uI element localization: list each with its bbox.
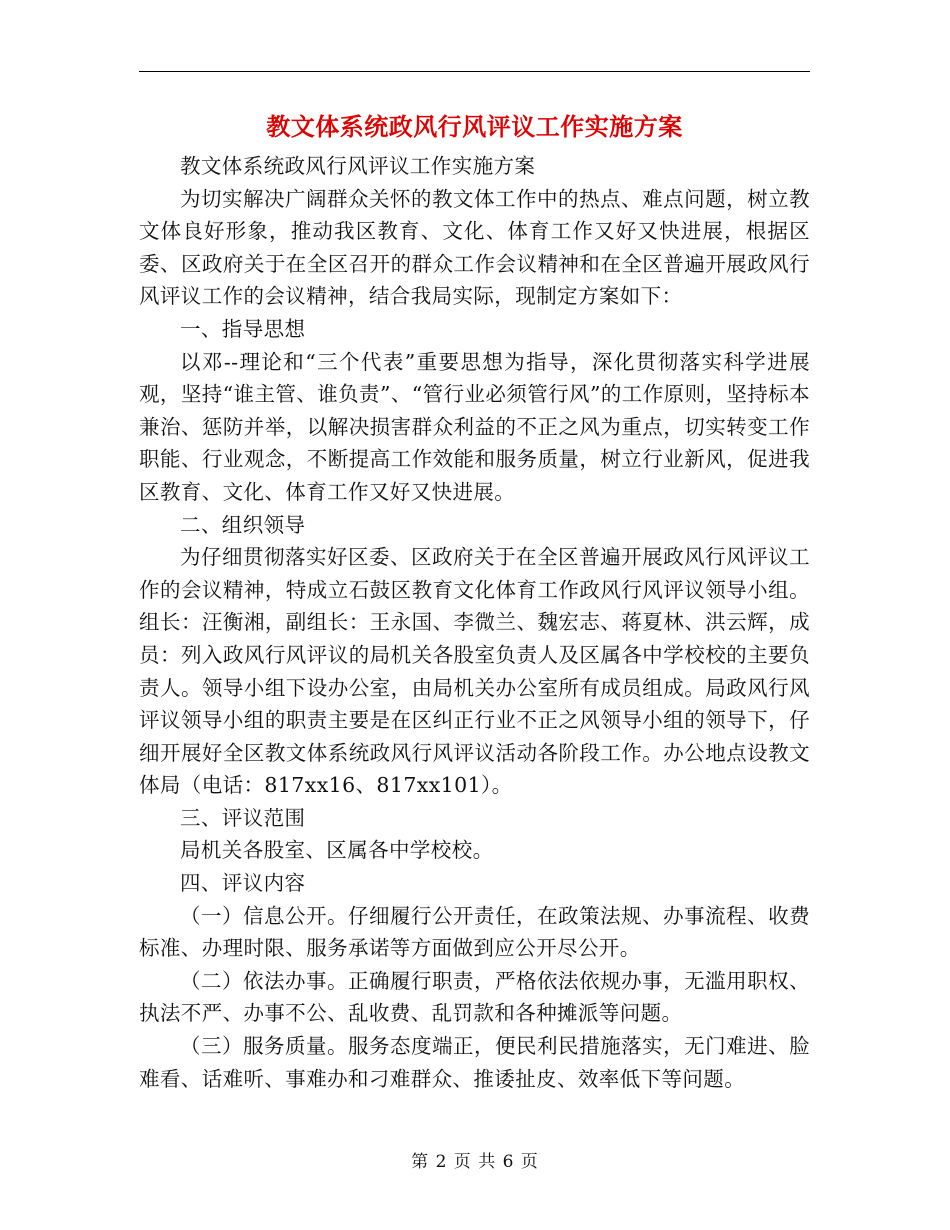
paragraph-info-disclosure: （一）信息公开。仔细履行公开责任，在政策法规、办事流程、收费标准、办理时限、服务承诺等方面做到应公开尽公开。 [139, 903, 810, 961]
paragraph-scope: 局机关各股室、区属各中学校校。 [180, 838, 494, 863]
paragraph-intro: 为切实解决广阔群众关怀的教文体工作中的热点、难点问题，树立教文体良好形象，推动我区教育、文化、体育工作又好又快进展，根据区委、区政府关于在全区召开的群众工作会议精神和在全区普遍开展政风行风评议工作的会议精神，结合我局实际，现制定方案如下： [139, 186, 810, 309]
paragraph-service-quality: （三）服务质量。服务态度端正，便民利民措施落实，无门难进、脸难看、话难听、事难办和刁难群众、推诿扯皮、效率低下等问题。 [139, 1034, 810, 1091]
section-heading-scope: 三、评议范围 [180, 805, 306, 830]
section-heading-organization: 二、组织领导 [180, 512, 306, 537]
paragraph-guiding-ideology: 以邓--理论和“三个代表”重要思想为指导，深化贯彻落实科学进展观，坚持“谁主管、谁负责”、“管行业必须管行风”的工作原则，坚持标本兼治、惩防并举，以解决损害群众利益的不正之风为重点，切实转变工作职能、行业观念，不断提高工作效能和服务质量，树立行业新风，促进我区教育、文化、体育工作又好又快进展。 [139, 349, 810, 504]
section-heading-content: 四、评议内容 [180, 871, 306, 896]
document-title: 教文体系统政风行风评议工作实施方案 [266, 112, 683, 141]
header-rule [139, 71, 810, 72]
paragraph-lawful-conduct: （二）依法办事。正确履行职责，严格依法依规办事，无滥用职权、执法不严、办事不公、乱收费、乱罚款和各种摊派等问题。 [139, 968, 810, 1026]
document-body [139, 150, 810, 1095]
paragraph-organization: 为仔细贯彻落实好区委、区政府关于在全区普遍开展政风行风评议工作的会议精神，特成立石鼓区教育文化体育工作政风行风评议领导小组。组长：汪衡湘，副组长：王永国、李微兰、魏宏志、蒋夏林、洪云辉，成员：列入政风行风评议的局机关各股室负责人及区属各中学校校的主要负责人。领导小组下设办公室，由局机关办公室所有成员组成。局政风行风评议领导小组的职责主要是在区纠正行业不正之风领导小组的领导下，仔细开展好全区教文体系统政风行风评议活动各阶段工作。办公地点设教文体局（电话：817xx16、817xx101）。 [139, 545, 810, 798]
paragraph-subtitle: 教文体系统政风行风评议工作实施方案 [180, 154, 536, 178]
page-footer: 第 2 页 共 6 页 [411, 1152, 539, 1172]
section-heading-guiding-ideology: 一、指导思想 [180, 316, 306, 341]
